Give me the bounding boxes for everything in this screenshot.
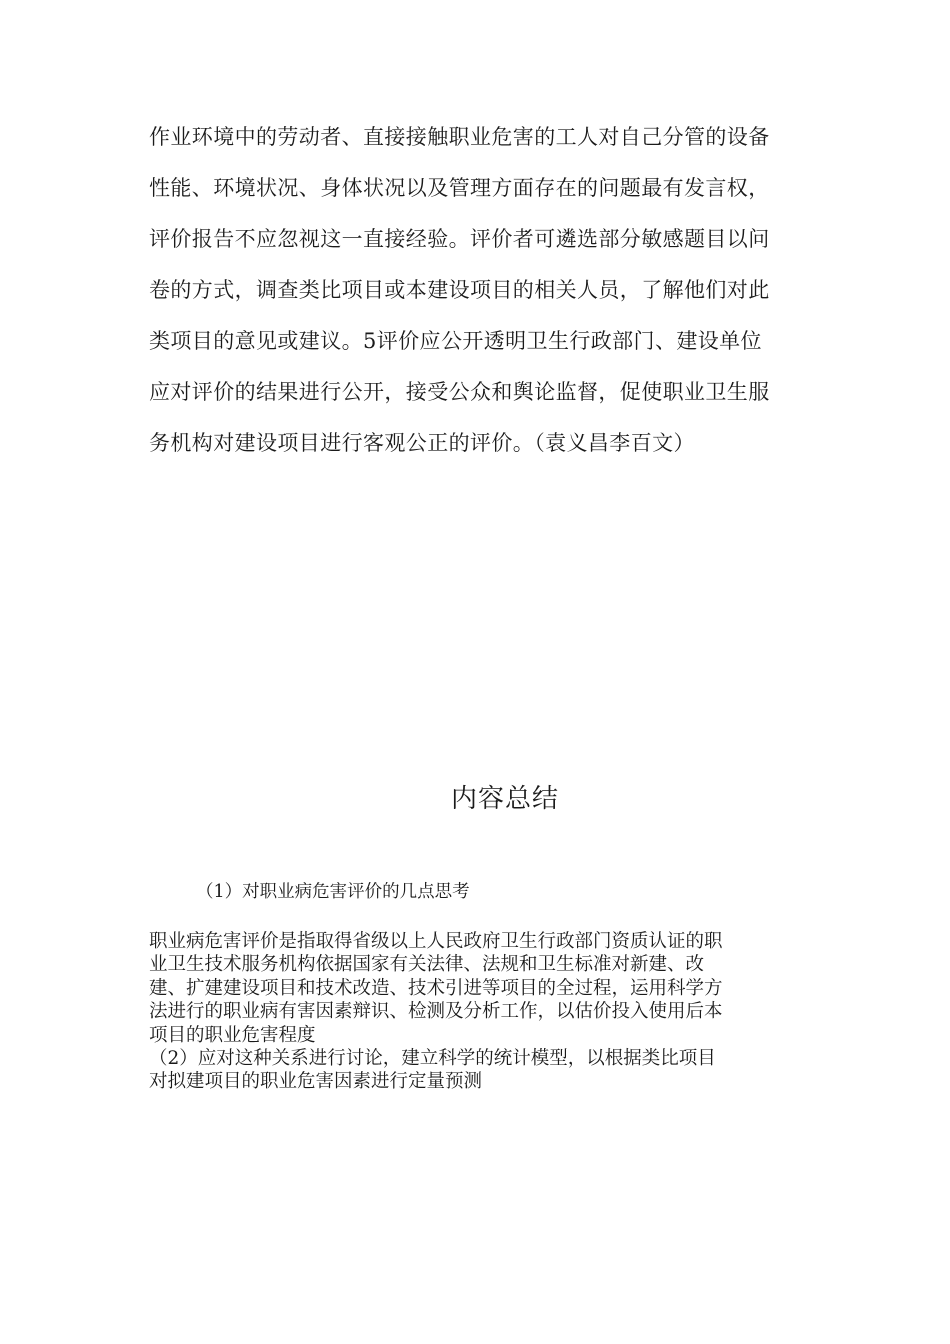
summary-item-heading: （1）对职业病危害评价的几点思考 [196,882,470,902]
summary-line: （2）应对这种关系进行讨论，建立科学的统计模型，以根据类比项目 [149,1047,716,1069]
paragraph-line: 务机构对建设项目进行客观公正的评价。（袁义昌李百文） [149,431,695,455]
paragraph-line: 作业环境中的劳动者、直接接触职业危害的工人对自己分管的设备 [149,125,770,149]
paragraph-line: 卷的方式，调查类比项目或本建设项目的相关人员，了解他们对此 [149,278,770,302]
summary-title: 内容总结 [450,784,559,814]
paragraph-line: 类项目的意见或建议。5评价应公开透明卫生行政部门、建设单位 [149,329,762,353]
summary-line: 职业病危害评价是指取得省级以上人民政府卫生行政部门资质认证的职 [149,931,723,952]
summary-body [149,930,809,1094]
paragraph-line: 应对评价的结果进行公开，接受公众和舆论监督，促使职业卫生服 [149,380,770,404]
body-paragraph [149,117,809,474]
summary-line: 项目的职业危害程度 [149,1024,316,1046]
summary-line: 对拟建项目的职业危害因素进行定量预测 [149,1071,483,1093]
summary-line: 法进行的职业病有害因素辩识、检测及分析工作，以估价投入使用后本 [149,1001,723,1023]
paragraph-line: 性能、环境状况、身体状况以及管理方面存在的问题最有发言权， [149,176,770,200]
summary-line: 建、扩建建设项目和技术改造、技术引进等项目的全过程，运用科学方 [149,977,723,999]
paragraph-line: 评价报告不应忽视这一直接经验。评价者可遴选部分敏感题目以问 [149,227,770,251]
summary-line: 业卫生技术服务机构依据国家有关法律、法规和卫生标准对新建、改 [149,954,705,976]
